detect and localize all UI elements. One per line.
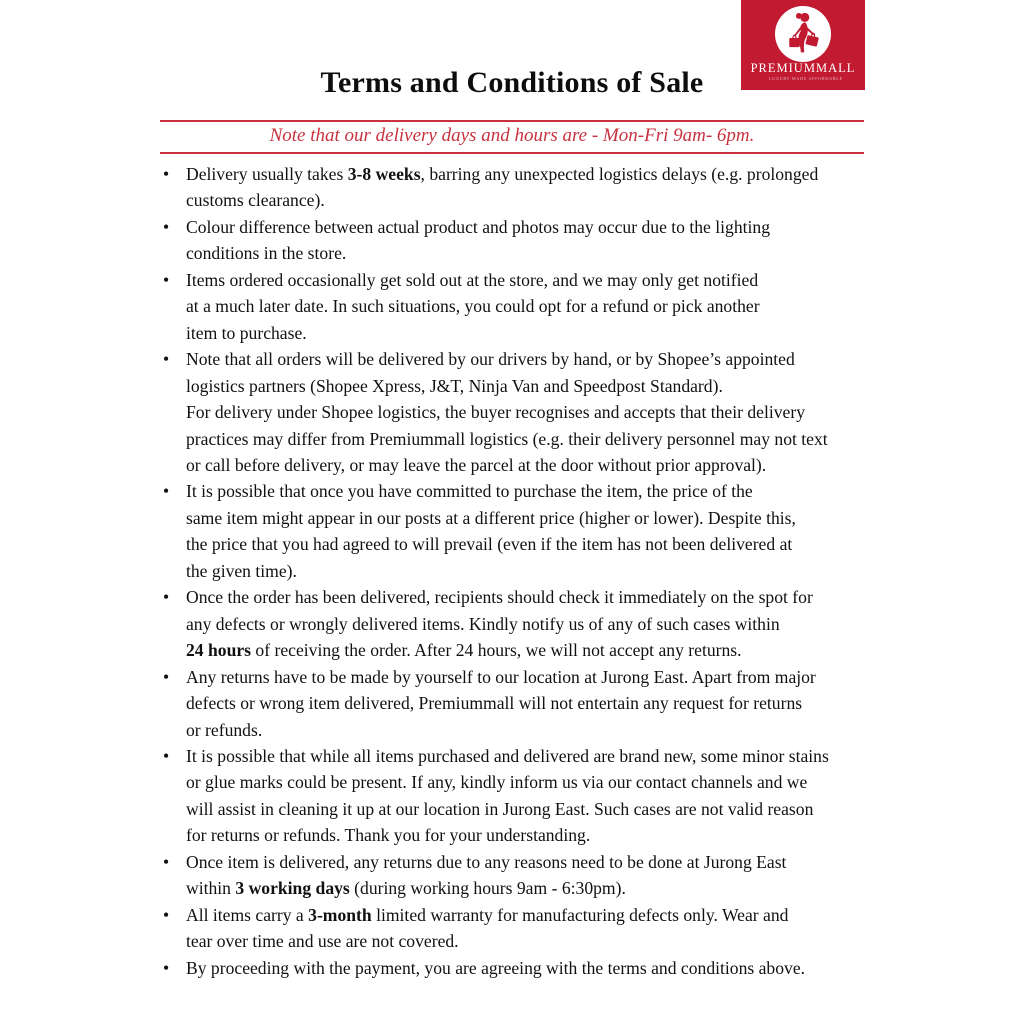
term-line: tear over time and use are not covered. — [186, 931, 459, 952]
term-line: conditions in the store. — [186, 243, 347, 264]
term-line: • Delivery usually takes 3-8 weeks, barring any unexpected logistics delays (e.g. prolonged — [186, 164, 819, 184]
terms-list — [186, 161, 878, 981]
term-line: item to purchase. — [186, 322, 307, 343]
term-line: logistics partners (Shopee Xpress, J&T, Ninja Van and Speedpost Standard). — [186, 375, 723, 396]
term-line: • All items carry a 3-month limited warranty for manufacturing defects only. Wear and — [186, 904, 789, 925]
term-item — [186, 161, 878, 214]
delivery-notice-text: Note that our delivery days and hours are - Mon-Fri 9am- 6pm. — [269, 125, 755, 146]
page-title: Terms and Conditions of Sale — [320, 66, 704, 99]
term-item — [186, 346, 878, 478]
term-line: at a much later date. In such situations, you could opt for a refund or pick another — [186, 296, 760, 317]
logo-tagline-text: LUXURY MADE AFFORDABLE — [768, 76, 843, 81]
term-item — [186, 849, 878, 902]
term-item — [186, 478, 878, 584]
term-line: • Note that all orders will be delivered by our drivers by hand, or by Shopee’s appointed — [186, 349, 795, 370]
term-line: defects or wrong item delivered, Premiummall will not entertain any request for returns — [186, 693, 803, 714]
term-line: • By proceeding with the payment, you are agreeing with the terms and conditions above. — [186, 957, 806, 978]
term-item — [186, 214, 878, 267]
term-item — [186, 664, 878, 743]
term-line: the given time). — [186, 560, 297, 581]
term-line: • Items ordered occasionally get sold out at the store, and we may only get notified — [186, 269, 759, 290]
term-line: same item might appear in our posts at a different price (higher or lower). Despite this, — [186, 507, 796, 528]
term-line: within 3 working days (during working hours 9am - 6:30pm). — [186, 878, 626, 899]
term-line: or refunds. — [186, 719, 263, 740]
logo-brand-text: PREMIUMMALL — [750, 61, 856, 75]
term-item — [186, 955, 878, 981]
term-line: any defects or wrongly delivered items. Kindly notify us of any of such cases within — [186, 613, 780, 634]
delivery-notice-band — [160, 120, 864, 154]
term-line: practices may differ from Premiummall logistics (e.g. their delivery personnel may not text — [186, 428, 828, 449]
woman-with-shopping-bags-icon — [775, 6, 831, 62]
term-item — [186, 743, 878, 849]
term-line: For delivery under Shopee logistics, the buyer recognises and accepts that their delivery — [186, 402, 806, 423]
term-item — [186, 267, 878, 346]
term-item — [186, 902, 878, 955]
term-line: will assist in cleaning it up at our location in Jurong East. Such cases are not valid reason — [186, 798, 814, 819]
term-line: or glue marks could be present. If any, kindly inform us via our contact channels and we — [186, 772, 808, 793]
term-line: • Any returns have to be made by yourself to our location at Jurong East. Apart from major — [186, 666, 816, 687]
term-line: • Colour difference between actual product and photos may occur due to the lighting — [186, 216, 770, 237]
term-line: • It is possible that while all items purchased and delivered are brand new, some minor stains — [186, 745, 829, 766]
term-line: • Once the order has been delivered, recipients should check it immediately on the spot for — [186, 587, 813, 608]
term-line: customs clearance). — [186, 190, 325, 211]
term-line: or call before delivery, or may leave the parcel at the door without prior approval). — [186, 454, 767, 475]
term-line: • It is possible that once you have committed to purchase the item, the price of the — [186, 481, 753, 502]
term-item — [186, 584, 878, 663]
term-line: • Once item is delivered, any returns due to any reasons need to be done at Jurong East — [186, 851, 787, 872]
term-line: for returns or refunds. Thank you for your understanding. — [186, 825, 591, 846]
term-line: 24 hours of receiving the order. After 24 hours, we will not accept any returns. — [186, 640, 742, 661]
term-line: the price that you had agreed to will prevail (even if the item has not been delivered at — [186, 534, 793, 555]
